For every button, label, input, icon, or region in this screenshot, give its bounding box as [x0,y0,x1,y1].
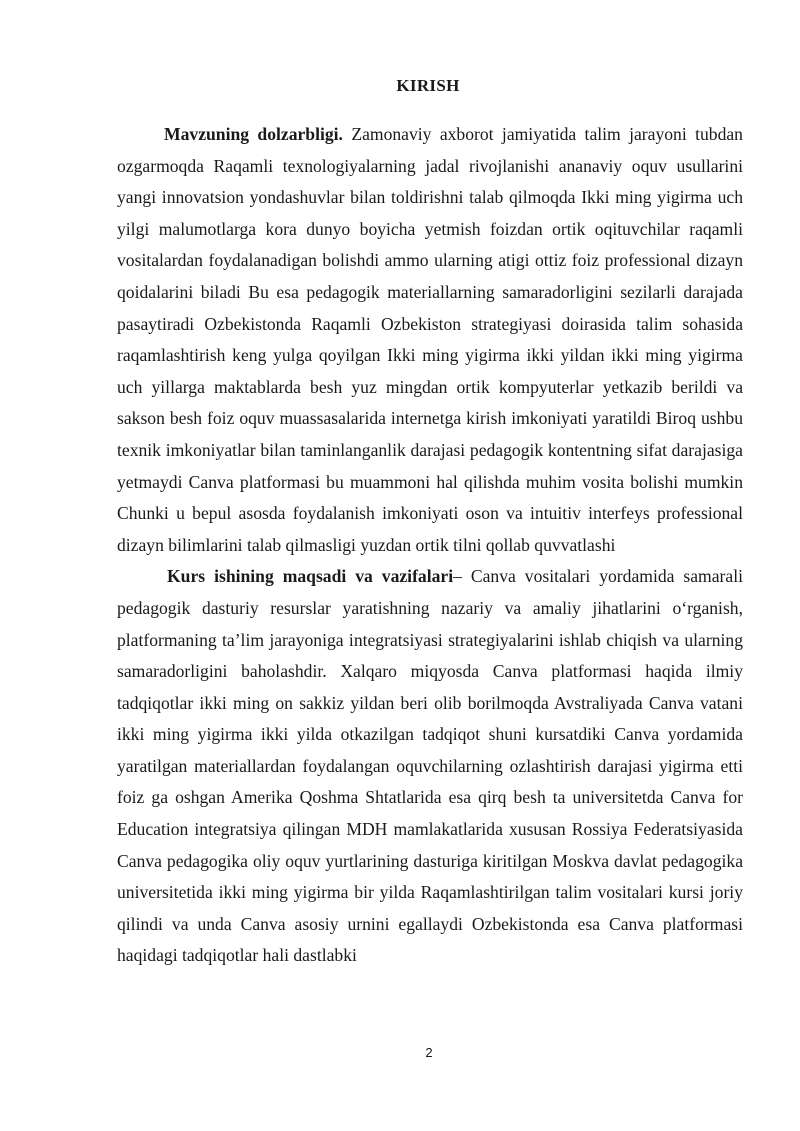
page-title: KIRISH [396,76,460,95]
paragraph-lead-relevance: Mavzuning dolzarbligi. [164,124,343,144]
page-number: 2 [425,1045,433,1060]
document-body [117,119,743,972]
paragraph-relevance [117,119,743,561]
paragraph-text-goals: – Canva vositalari yordamida samarali pedagogik dasturiy resurslar yaratishning nazariy va amaliy jihatlarini o‘rganish, platformaning ta’lim jarayoniga integratsiyasi strategiyalarini ishlab chiqish va ularning samaradorligini baholashdir. Xalqaro miqyosda Canva platformasi haqida ilmiy tadqiqotlar ikki ming on sakkiz yildan beri olib borilmoqda Avstraliyada Canva vatani ikki ming yigirma ikki yilda otkazilgan tadqiqot shuni kursatdiki Canva yordamida yaratilgan materiallardan foydalangan oquvchilarning ozlashtirish darajasi yigirma etti foiz ga oshgan Amerika Qoshma Shtatlarida esa qirq besh ta universitetda Canva for Education integratsiya qilingan MDH mamlakatlarida xususan Rossiya Federatsiyasida Canva pedagogika oliy oquv yurtlarining dasturiga kiritilgan Moskva davlat pedagogika universitetida ikki ming yigirma bir yilda Raqamlashtirilgan talim vositalari kursi joriy qilindi va unda Canva asosiy urnini egallaydi Ozbekistonda esa Canva platformasi haqidagi tadqiqotlar hali dastlabki [117,566,743,966]
paragraph-lead-goals: Kurs ishining maqsadi va vazifalari [167,566,454,587]
paragraph-goals [117,561,743,972]
paragraph-text-relevance: Zamonaviy axborot jamiyatida talim jarayoni tubdan ozgarmoqda Raqamli texnologiyalarning jadal rivojlanishi ananaviy oquv usullarini yangi innovatsion yondashuvlar bilan toldirishni talab qilmoqda Ikki ming yigirma uch yilgi malumotlarga kora dunyo boyicha yetmish foizdan ortik oqituvchilar raqamli vositalardan foydalanadigan bolishdi ammo ularning atigi ottiz foiz professional dizayn qoidalarini biladi Bu esa pedagogik materiallarning samaradorligini sezilarli darajada pasaytiradi Ozbekistonda Raqamli Ozbekiston strategiyasi doirasida talim sohasida raqamlashtirish keng yulga qoyilgan Ikki ming yigirma ikki yildan ikki ming yigirma uch yillarga maktablarda besh yuz mingdan ortik kompyuterlar yetkazib berildi va sakson besh foiz oquv muassasalarida internetga kirish imkoniyati yaratildi Biroq ushbu texnik imkoniyatlar bilan taminlanganlik darajasi pedagogik kontentning sifat darajasiga yetmaydi Canva platformasi bu muammoni hal qilishda muhim vosita bolishi mumkin Chunki u bepul asosda foydalanish imkoniyati oson va intuitiv interfeys professional dizayn bilimlarini talab qilmasligi yuzdan ortik tilni qollab quvvatlashi [117,124,743,555]
